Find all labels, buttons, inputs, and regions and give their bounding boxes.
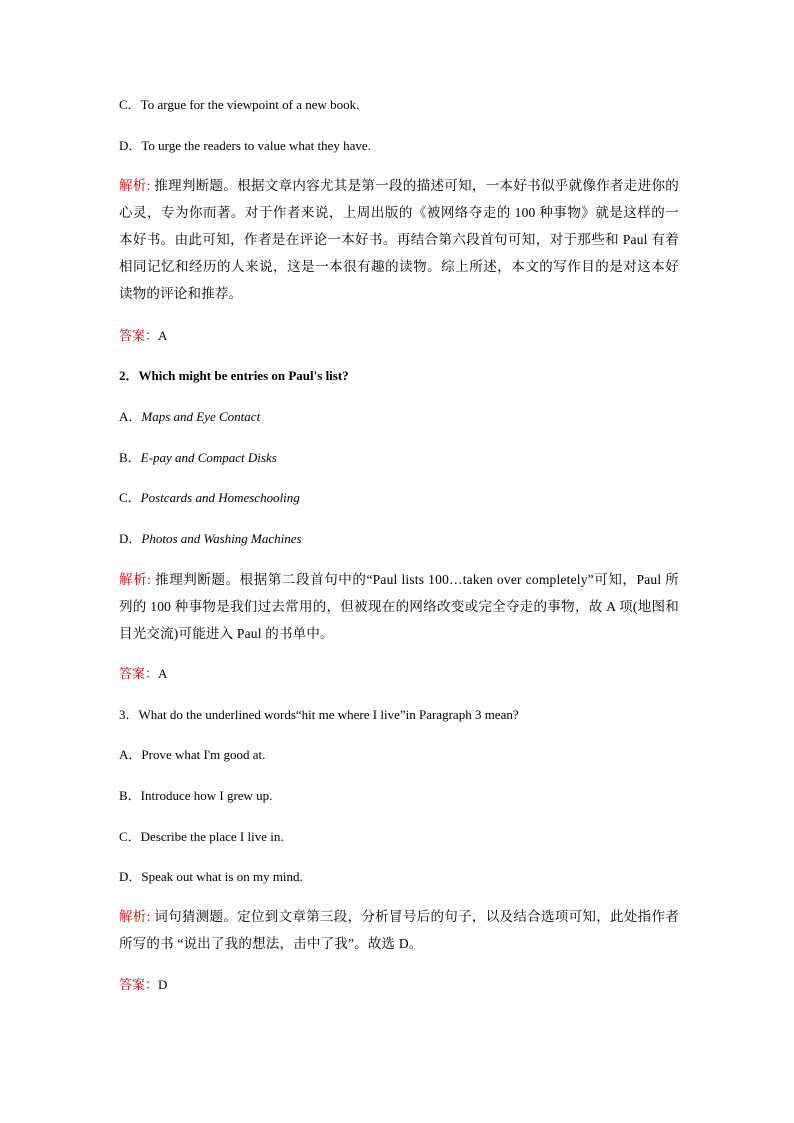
q2-analysis-label: 解析: [119,572,152,587]
q3-question: 3．What do the underlined words“hit me where I live”in Paragraph 3 mean? [119,707,519,722]
q2-analysis-text: 推理判断题。根据第二段首句中的“Paul lists 100…taken over completely”可知，Paul 所列的 100 种事物是我们过去常用的，但被现在的网络改变或完全夺走的事物，故 A 项(地图和目光交流)可能进入 Paul 的书单中。 [119,572,679,641]
q1-option-d: D．To urge the readers to value what they have. [119,138,371,153]
q2-option-c-prefix: C． [119,490,141,505]
q3-option-c: C．Describe the place I live in. [119,829,284,844]
q2-analysis [119,566,679,647]
q2-option-b [119,450,277,466]
q2-option-b-text: E-pay and Compact Disks [140,450,277,465]
q3-option-b: B．Introduce how I grew up. [119,788,273,803]
q2-answer [119,666,167,682]
q3-answer-label: 答案： [119,977,159,992]
q1-answer [119,328,167,344]
q2-question: 2．Which might be entries on Paul's list? [119,368,349,383]
q2-option-c-text: Postcards and Homeschooling [140,490,300,505]
q1-analysis [119,172,679,307]
q2-option-c [119,490,300,506]
q3-analysis-label: 解析: [119,909,151,924]
q3-option-d: D．Speak out what is on my mind. [119,869,303,884]
q2-option-b-prefix: B． [119,450,141,465]
q2-option-d-prefix: D． [119,531,142,546]
q1-analysis-text: 推理判断题。根据文章内容尤其是第一段的描述可知，一本好书似乎就像作者走进你的心灵，专为你而著。对于作者来说，上周出版的《被网络夺走的 100 种事物》就是这样的一本好书。由此可知，作者是在评论一本好书。再结合第六段首句可知，对于那些和 Paul 有着相同记忆和经历的人来说，这是一本很有趣的读物。综上所述，本文的写作目的是对这本好读物的评论和推荐。 [119,178,679,301]
q2-option-d [119,531,302,547]
q2-option-a-text: Maps and Eye Contact [141,409,261,424]
q1-answer-value: A [158,328,168,343]
q3-analysis [119,903,679,957]
q1-option-c: C．To argue for the viewpoint of a new book. [119,97,360,112]
q3-analysis-text: 词句猜测题。定位到文章第三段，分析冒号后的句子，以及结合选项可知，此处指作者所写的书 “说出了我的想法，击中了我”。故选 D。 [119,909,679,951]
q2-answer-label: 答案： [119,666,159,681]
q3-option-a: A．Prove what I'm good at. [119,747,266,762]
q1-analysis-label: 解析: [119,178,151,193]
q2-option-a [119,409,260,425]
q1-answer-label: 答案： [119,328,159,343]
q2-option-a-prefix: A． [119,409,142,424]
q2-answer-value: A [158,666,168,681]
q2-option-d-text: Photos and Washing Machines [141,531,302,546]
q3-answer [119,977,167,993]
q3-answer-value: D [158,977,168,992]
